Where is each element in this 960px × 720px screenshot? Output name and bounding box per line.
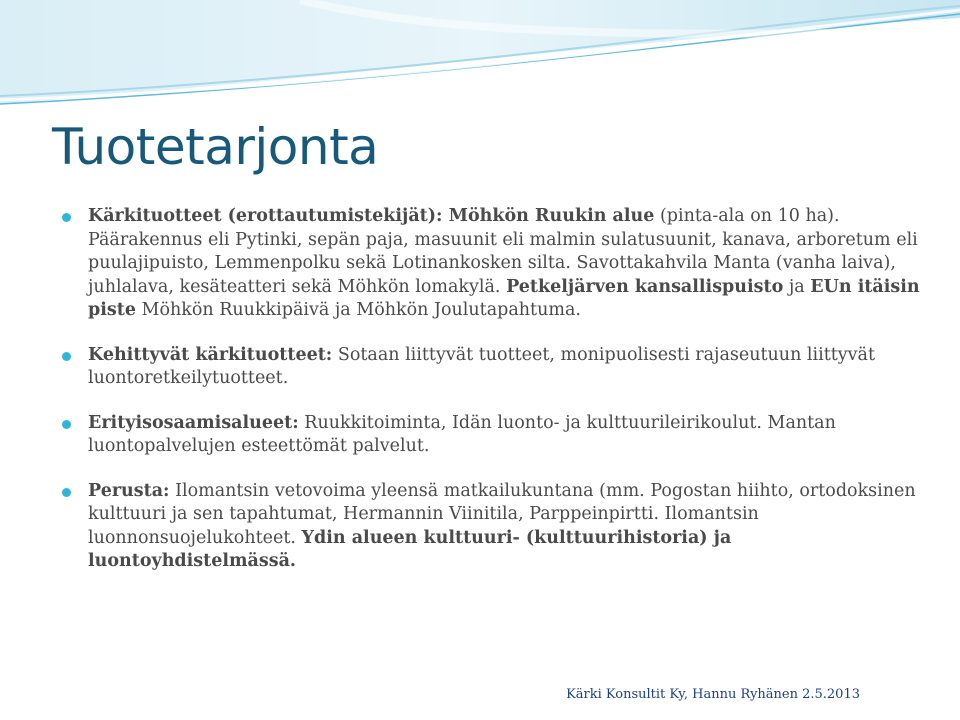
bullet-text-bold: Kehittyvät kärkituotteet: (88, 344, 333, 365)
bullet-item (62, 480, 922, 574)
bullet-item (62, 412, 922, 459)
bullet-text-bold: Petkeljärven kansallispuisto (506, 276, 784, 297)
header-wave-decoration (0, 0, 960, 110)
bullet-dot-icon (62, 213, 71, 222)
bullet-text: (pinta-ala on 10 ha). Päärakennus eli Pytinki, sepän paja, masuunit eli malmin sulatusuunit, kanava, arboretum eli puulajipuisto, Lemmenpolku sekä Lotinankosken silta. Savottakahvila Manta (vanha laiva), juhlalava, kesäteatteri sekä Möhkön lomakylä. (88, 206, 918, 297)
bullet-text-bold: Erityisosaamisalueet: (88, 412, 299, 433)
bullet-dot-icon (62, 420, 71, 429)
slide-title: Tuotetarjonta (52, 118, 379, 176)
bullet-item (62, 344, 922, 391)
bullet-text-bold: EUn itäisin piste (88, 276, 920, 320)
bullet-dot-icon (62, 488, 71, 497)
bullet-dot-icon (62, 352, 71, 361)
slide-footer: Kärki Konsultit Ky, Hannu Ryhänen 2.5.2013 (566, 687, 860, 702)
bullet-text: Ruukkitoiminta, Idän luonto- ja kulttuurileirikoulut. Mantan luontopalvelujen esteettömät palvelut. (88, 412, 836, 456)
bullet-text: Sotaan liittyvät tuotteet, monipuolisesti rajaseutuun liittyvät luontoretkeilytuotteet. (88, 344, 875, 388)
bullet-item (62, 205, 922, 323)
bullet-text-bold: Möhkön Ruukin alue (448, 206, 655, 226)
bullet-list (62, 205, 922, 574)
bullet-text-bold: Perusta: (88, 480, 170, 501)
bullet-text-bold: Kärkituotteet (erottautumistekijät): (88, 206, 449, 226)
bullet-text: ja (783, 276, 811, 297)
bullet-text-bold: Ydin alueen kulttuuri- (kulttuurihistoria) ja luontoyhdistelmässä. (88, 527, 732, 571)
bullet-text: Möhkön Ruukkipäivä ja Möhkön Joulutapahtuma. (135, 300, 581, 320)
bullet-text: Ilomantsin vetovoima yleensä matkailukuntana (mm. Pogostan hiihto, ortodoksinen kulttuuri ja sen tapahtumat, Hermannin Viinitila, Parppeinpirtti. Ilomantsin luonnonsuojelukohteet. (88, 480, 916, 548)
